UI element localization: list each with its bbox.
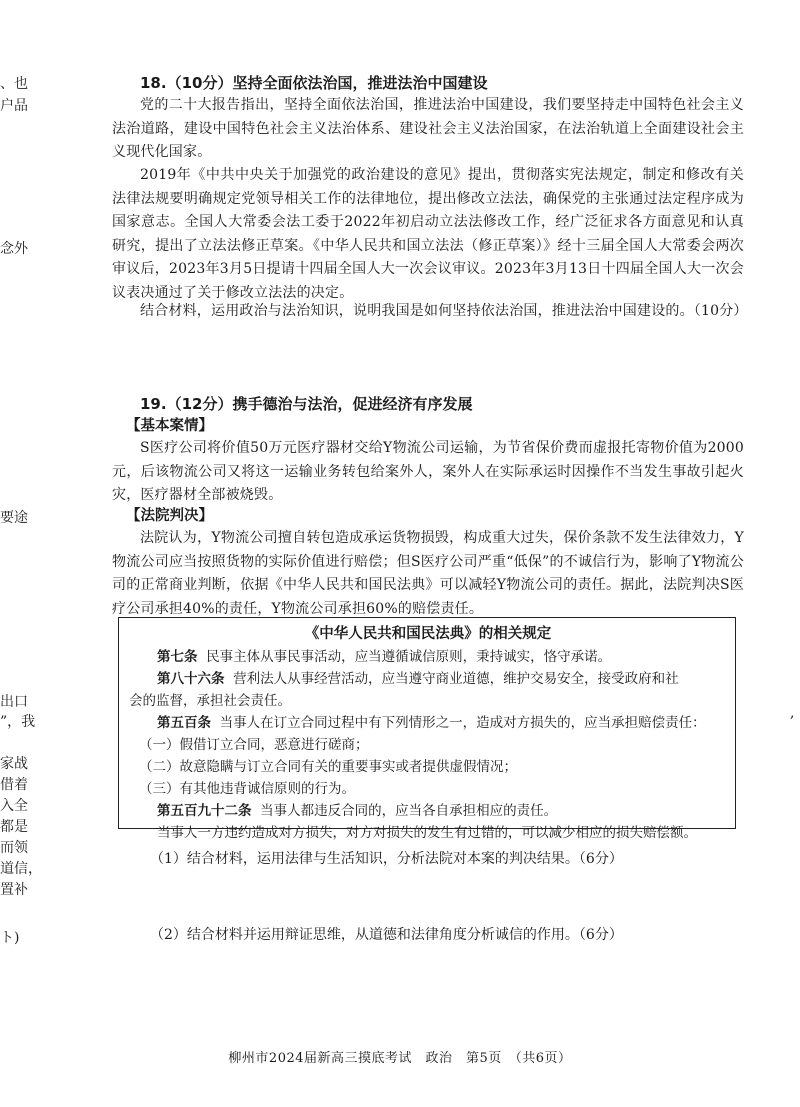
article-86-cont: 会的监督，承担社会责任。	[129, 693, 291, 709]
article-86	[129, 668, 727, 690]
article-text: 民事主体从事民事活动，应当遵循诚信原则，秉持诚实，恪守承诺。	[206, 649, 612, 665]
q18-prompt: 结合材料，运用政治与法治知识，说明我国是如何坚持依法治国，推进法治中国建设的。（10分）	[140, 303, 748, 319]
ruling-heading: 【法院判决】	[126, 508, 213, 524]
article-text: 营利法人从事经营活动，应当遵守商业道德，维护交易安全，接受政府和社	[233, 671, 679, 687]
civil-code-title: 《中华人民共和国民法典》的相关规定	[304, 626, 552, 642]
stray-mark: ,	[790, 705, 795, 721]
margin-fragment: 念外	[0, 241, 28, 257]
margin-fragment: 户品	[0, 98, 28, 114]
article-label: 第八十六条	[157, 671, 225, 687]
article-500-item: （三）有其他违背诚信原则的行为。	[139, 781, 355, 797]
margin-fragment: 家战	[0, 756, 28, 772]
sub-question-1: （1）结合材料，运用法律与生活知识，分析法院对本案的判决结果。（6分）	[150, 851, 623, 867]
margin-fragment: 置补	[0, 882, 28, 898]
margin-fragment: 要途	[0, 510, 28, 526]
article-label: 第七条	[157, 649, 198, 665]
case-text: S医疗公司将价值50万元医疗器材交给Y物流公司运输，为节省保价费而虚报托寄物价值为2000元，后该物流公司又将这一运输业务转包给案外人，案外人在实际承运时因操作不当发生事故引起火灾，医疗器材全部被烧毁。	[112, 440, 744, 503]
article-500-item: （二）故意隐瞒与订立合同有关的重要事实或者提供虚假情况；	[139, 759, 517, 775]
margin-fragment: 出口	[0, 694, 28, 710]
page-footer: 柳州市2024届新高三摸底考试 政治 第5页 （共6页）	[228, 1051, 572, 1066]
margin-fragment: 借着	[0, 777, 28, 793]
article-592	[129, 800, 727, 822]
margin-fragment: 而领	[0, 840, 28, 856]
case-heading: 【基本案情】	[126, 418, 213, 434]
article-text: 当事人在订立合同过程中有下列情形之一，造成对方损失的，应当承担赔偿责任：	[219, 715, 706, 731]
margin-fragment: ”，我	[0, 714, 36, 730]
ruling-text: 法院认为，Y物流公司擅自转包造成承运货物损毁，构成重大过失，保价条款不发生法律效力，Y物流公司应当按照货物的实际价值进行赔偿；但S医疗公司严重“低保”的不诚信行为，影响了Y物流公司的正常商业判断，依据《中华人民共和国民法典》可以减轻Y物流公司的责任。据此，法院判决S医疗公司承担40%的责任，Y物流公司承担60%的赔偿责任。	[112, 530, 744, 617]
article-text: 当事人都违反合同的，应当各自承担相应的责任。	[260, 803, 558, 819]
article-7	[129, 646, 727, 668]
question-18-title: 18.（10分）坚持全面依法治国，推进法治中国建设	[140, 74, 488, 92]
q18-paragraph-2: 2019年《中共中央关于加强党的政治建设的意见》提出，贯彻落实宪法规定，制定和修改有关法律法规要明确规定党领导相关工作的法律地位，提出修改立法法，确保党的主张通过法定程序成为国家意志。全国人大常委会法工委于2022年初启动立法法修改工作，经广泛征求各方面意见和认真研究，提出了立法法修正草案。《中华人民共和国立法法（修正草案）》经十三届全国人大常委会两次审议后，2023年3月5日提请十四届全国人大一次会议审议。2023年3月13日十四届全国人大一次会议表决通过了关于修改立法法的决定。	[112, 167, 744, 301]
margin-fragment: 都是	[0, 819, 28, 835]
margin-fragment: ト)	[0, 930, 20, 946]
sub-question-2: （2）结合材料并运用辩证思维，从道德和法律角度分析诚信的作用。（6分）	[150, 927, 623, 943]
article-500	[129, 712, 727, 734]
margin-fragment: 道信，	[0, 861, 42, 877]
q18-paragraph-1: 党的二十大报告指出，坚持全面依法治国，推进法治中国建设，我们要坚持走中国特色社会主义法治道路，建设中国特色社会主义法治体系、建设社会主义法治国家，在法治轨道上全面建设社会主义现代化国家。	[112, 97, 744, 160]
article-label: 第五百九十二条	[157, 803, 252, 819]
article-592-para2: 当事人一方违约造成对方损失，对方对损失的发生有过错的，可以减少相应的损失赔偿额。	[157, 825, 697, 841]
margin-fragment: 、也	[0, 76, 28, 92]
article-label: 第五百条	[157, 715, 211, 731]
margin-fragment: 入全	[0, 798, 28, 814]
civil-code-box	[118, 617, 736, 841]
question-19-title: 19.（12分）携手德治与法治，促进经济有序发展	[140, 395, 473, 413]
article-500-item: （一）假借订立合同，恶意进行磋商；	[139, 737, 369, 753]
